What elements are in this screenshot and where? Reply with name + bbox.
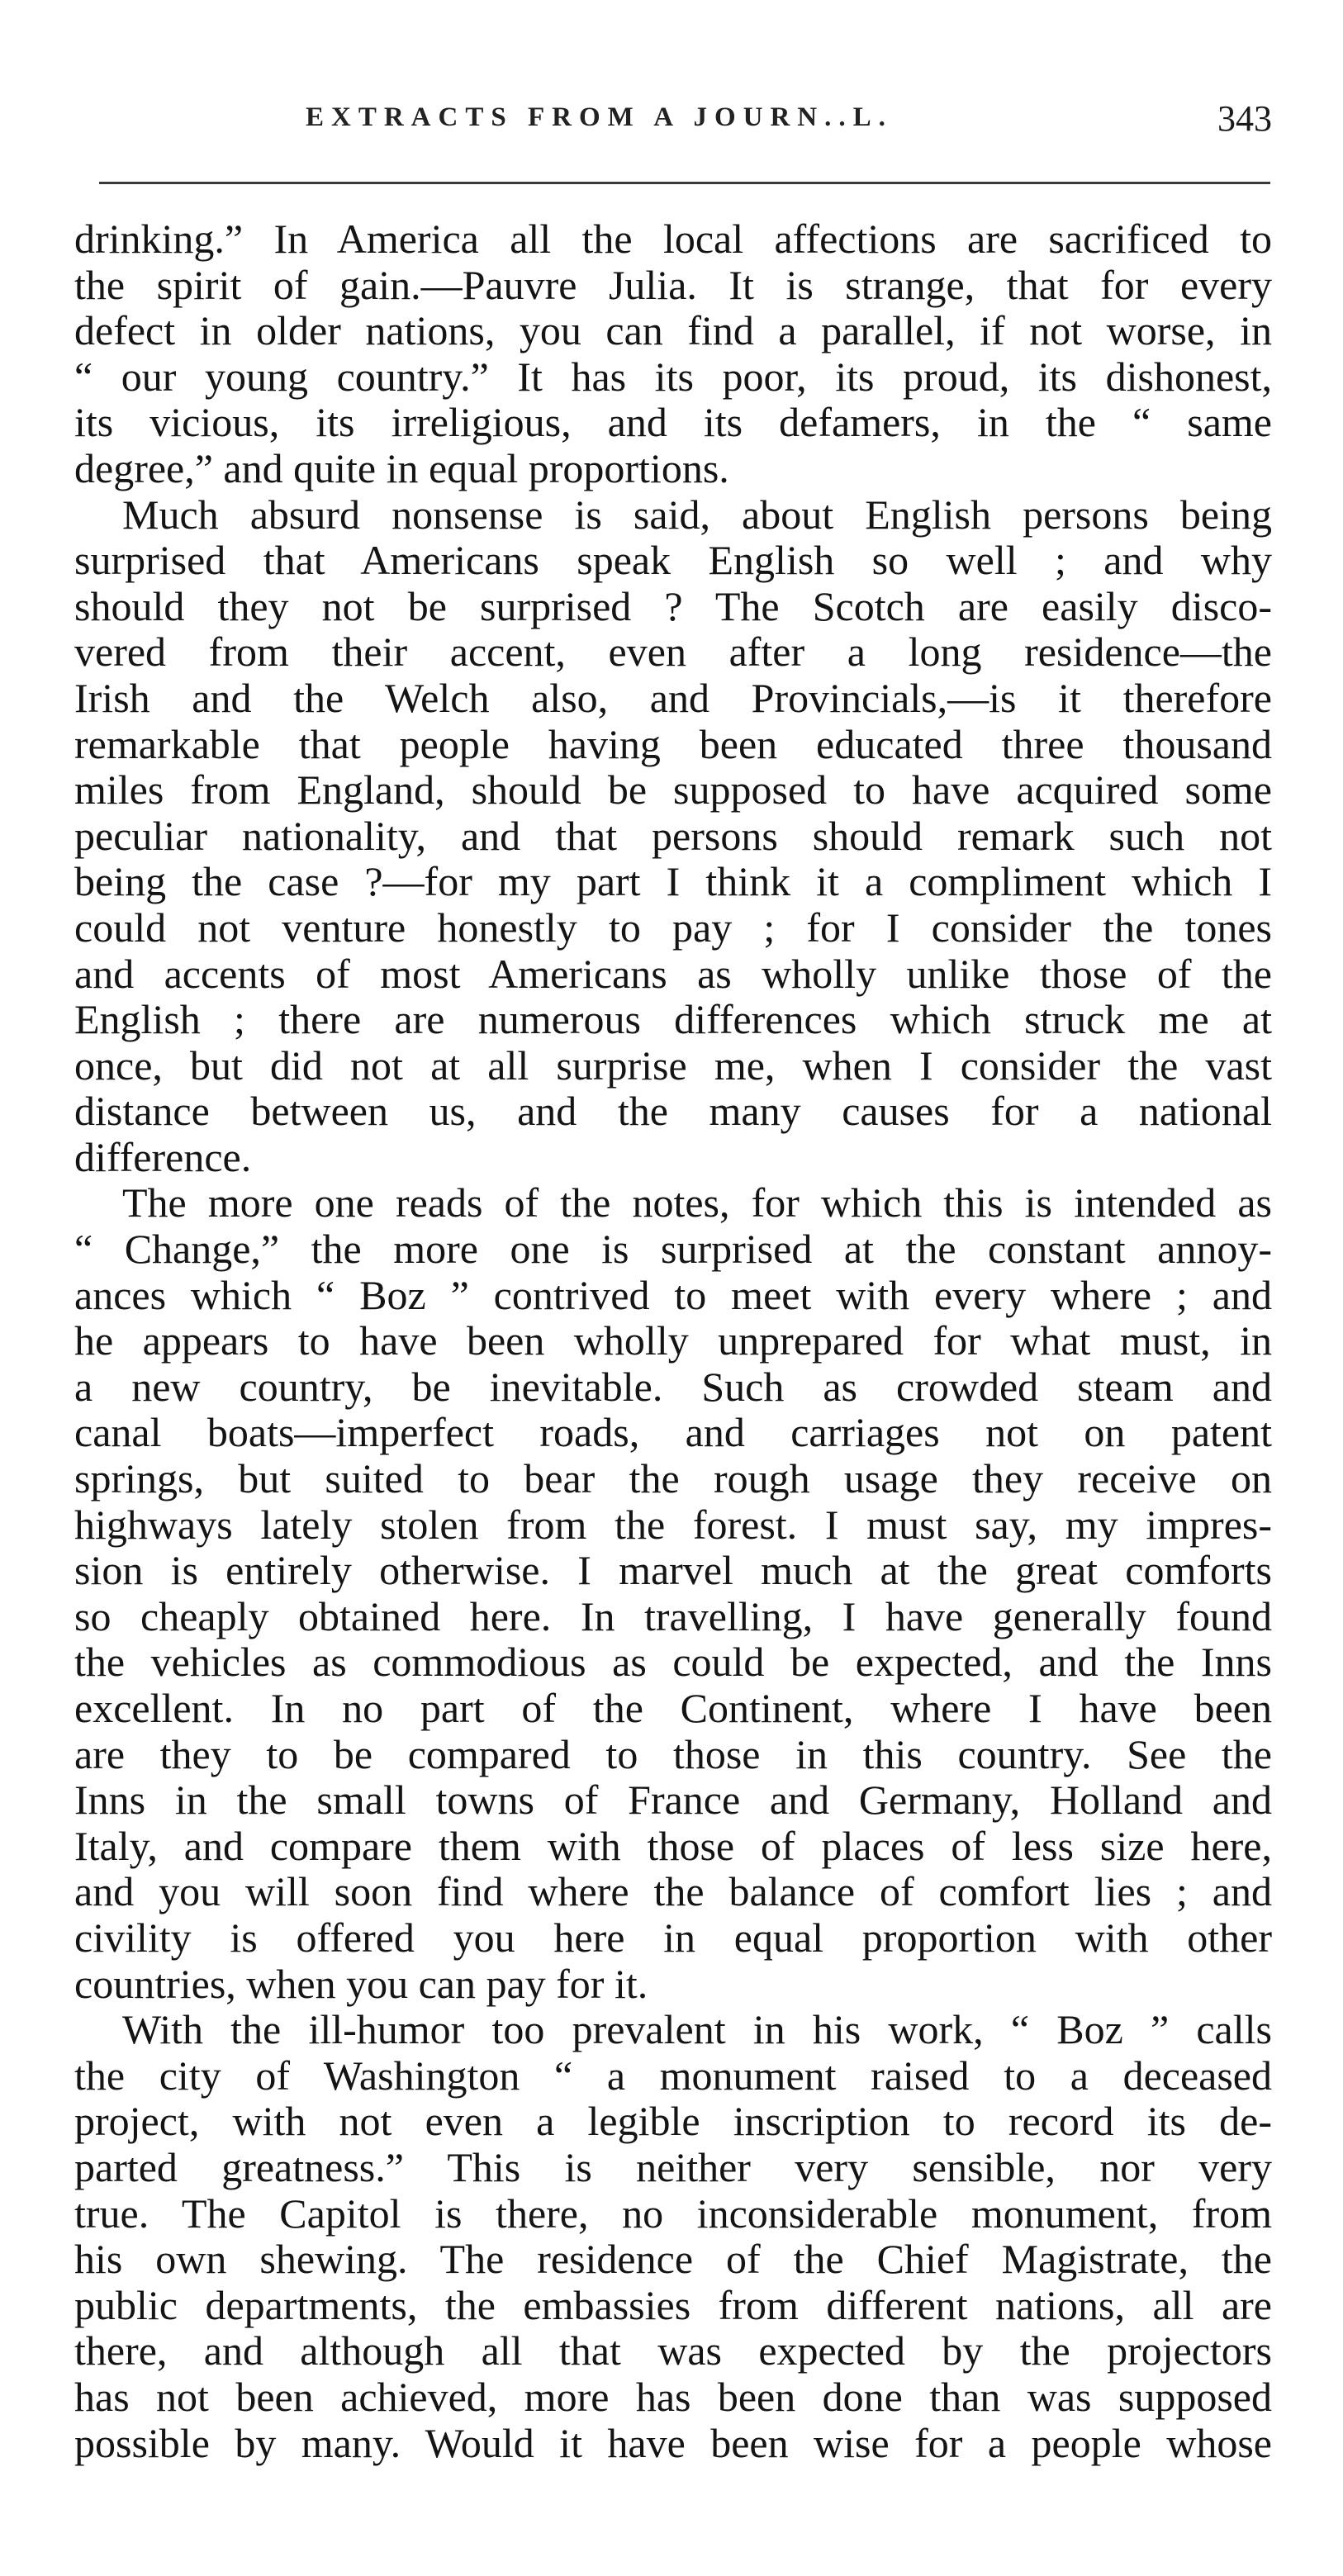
text-line: defect in older nations, you can find a parallel, if not worse, in — [74, 308, 1272, 354]
text-line: are they to be compared to those in this country. See the — [74, 1731, 1272, 1777]
text-line: With the ill-humor too prevalent in his work, “ Boz ” calls — [122, 2007, 1272, 2053]
text-line: degree,” and quite in equal proportions. — [74, 445, 729, 491]
text-line: project, with not even a legible inscription to record its de- — [74, 2099, 1272, 2145]
body-text — [74, 216, 1272, 2466]
text-line: difference. — [74, 1134, 252, 1180]
text-line: highways lately stolen from the forest. I must say, my impres- — [74, 1501, 1272, 1548]
header-rule — [99, 182, 1270, 184]
text-line: true. The Capitol is there, no inconsiderable monument, from — [74, 2190, 1272, 2237]
text-line: public departments, the embassies from different nations, all are — [74, 2282, 1272, 2328]
text-line: civility is offered you here in equal proportion with other — [74, 1914, 1272, 1961]
text-line: parted greatness.” This is neither very sensible, nor very — [74, 2144, 1272, 2190]
text-line: Irish and the Welch also, and Provincials,—is it therefore — [74, 675, 1272, 721]
text-line: should they not be surprised ? The Scotch are easily disco- — [74, 583, 1272, 629]
text-line: so cheaply obtained here. In travelling, I have generally found — [74, 1593, 1272, 1639]
text-line: sion is entirely otherwise. I marvel much at the great comforts — [74, 1548, 1272, 1594]
text-line: “ Change,” the more one is surprised at the constant annoy- — [74, 1226, 1272, 1273]
text-line: English ; there are numerous differences which struck me at — [74, 997, 1272, 1043]
text-line: his own shewing. The residence of the Chief Magistrate, the — [74, 2237, 1272, 2283]
text-line: Inns in the small towns of France and Germany, Holland and — [74, 1777, 1272, 1824]
text-line: The more one reads of the notes, for which this is intended as — [122, 1180, 1272, 1226]
text-line: countries, when you can pay for it. — [74, 1961, 648, 2007]
text-line: and you will soon find where the balance of comfort lies ; and — [74, 1869, 1272, 1915]
text-line: he appears to have been wholly unprepared for what must, in — [74, 1318, 1272, 1364]
text-line: remarkable that people having been educated three thousand — [74, 721, 1272, 767]
text-line: has not been achieved, more has been done than was supposed — [74, 2374, 1272, 2420]
text-line: the spirit of gain.—Pauvre Julia. It is strange, that for every — [74, 262, 1272, 308]
text-line: peculiar nationality, and that persons should remark such not — [74, 813, 1272, 859]
page-header — [74, 97, 1272, 147]
text-line: a new country, be inevitable. Such as crowded steam and — [74, 1364, 1272, 1410]
text-line: being the case ?—for my part I think it a compliment which I — [74, 859, 1272, 905]
text-line: “ our young country.” It has its poor, its proud, its dishonest, — [74, 353, 1272, 400]
text-line: the vehicles as commodious as could be expected, and the Inns — [74, 1639, 1272, 1686]
text-line: possible by many. Would it have been wise for a people whose — [74, 2420, 1272, 2466]
text-line: could not venture honestly to pay ; for I consider the tones — [74, 904, 1272, 951]
text-line: springs, but suited to bear the rough usage they receive on — [74, 1456, 1272, 1502]
text-line: its vicious, its irreligious, and its defamers, in the “ same — [74, 400, 1272, 446]
text-line: and accents of most Americans as wholly unlike those of the — [74, 951, 1272, 997]
text-line: surprised that Americans speak English so well ; and why — [74, 538, 1272, 584]
text-line: excellent. In no part of the Continent, where I have been — [74, 1686, 1272, 1731]
text-line: Much absurd nonsense is said, about English persons being — [122, 491, 1272, 538]
text-line: Italy, and compare them with those of places of less size here, — [74, 1823, 1272, 1869]
text-line: distance between us, and the many causes for a national — [74, 1089, 1272, 1135]
running-head: EXTRACTS FROM A JOURN..L. — [306, 102, 893, 132]
page-number: 343 — [1217, 98, 1272, 139]
text-line: there, and although all that was expected by the projectors — [74, 2328, 1272, 2374]
text-line: drinking.” In America all the local affections are sacrificed to — [74, 216, 1272, 262]
text-line: ances which “ Boz ” contrived to meet with every where ; and — [74, 1272, 1272, 1318]
text-line: once, but did not at all surprise me, when I consider the vast — [74, 1042, 1272, 1089]
text-line: vered from their accent, even after a long residence—the — [74, 629, 1272, 676]
text-line: canal boats—imperfect roads, and carriages not on patent — [74, 1410, 1272, 1456]
text-line: miles from England, should be supposed to have acquired some — [74, 767, 1272, 814]
text-line: the city of Washington “ a monument raised to a deceased — [74, 2052, 1272, 2099]
